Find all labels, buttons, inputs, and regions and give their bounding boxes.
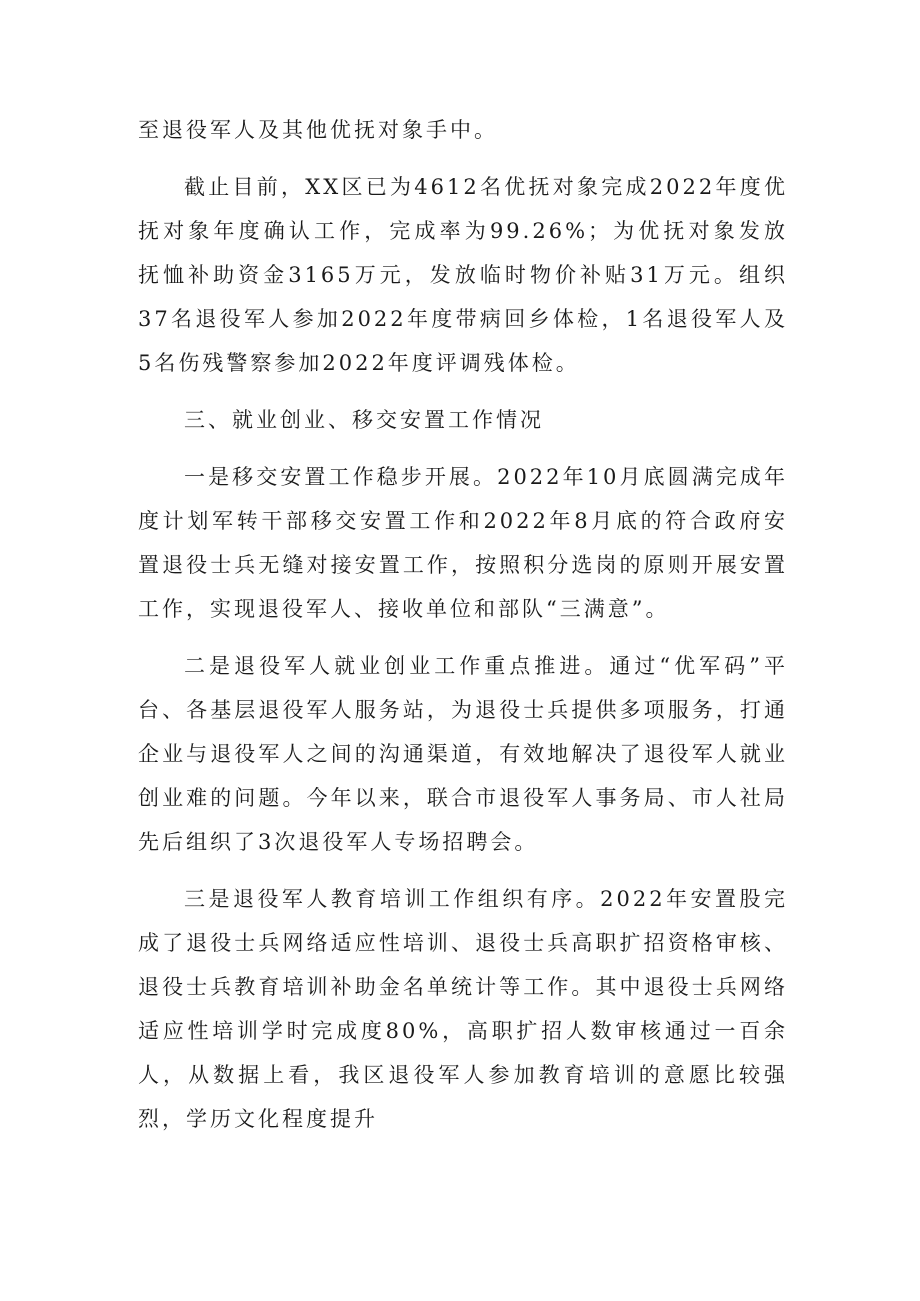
document-body (138, 108, 788, 1141)
paragraph-statistics: 截止目前，XX区已为4612名优抚对象完成2022年度优抚对象年度确认工作，完成率为99.26%；为优抚对象发放抚恤补助资金3165万元，发放临时物价补贴31万元。组织37名退役军人参加2022年度带病回乡体检，1名退役军人及5名伤残警察参加2022年度评调残体检。 (138, 175, 788, 375)
paragraph-transfer-placement: 一是移交安置工作稳步开展。2022年10月底圆满完成年度计划军转干部移交安置工作和2022年8月底的符合政府安置退役士兵无缝对接安置工作，按照积分选岗的原则开展安置工作，实现退役军人、接收单位和部队“三满意”。 (138, 465, 788, 621)
paragraph-education-training: 三是退役军人教育培训工作组织有序。2022年安置股完成了退役士兵网络适应性培训、退役士兵高职扩招资格审核、退役士兵教育培训补助金名单统计等工作。其中退役士兵网络适应性培训学时完成度80%，高职扩招人数审核通过一百余人，从数据上看，我区退役军人参加教育培训的意愿比较强烈，学历文化程度提升 (138, 887, 788, 1131)
section-heading: 三、就业创业、移交安置工作情况 (184, 408, 544, 432)
paragraph-continuation: 至退役军人及其他优抚对象手中。 (138, 118, 498, 142)
paragraph-employment: 二是退役军人就业创业工作重点推进。通过“优军码”平台、各基层退役军人服务站，为退役士兵提供多项服务，打通企业与退役军人之间的沟通渠道，有效地解决了退役军人就业创业难的问题。今年以来，联合市退役军人事务局、市人社局先后组织了3次退役军人专场招聘会。 (138, 654, 788, 854)
